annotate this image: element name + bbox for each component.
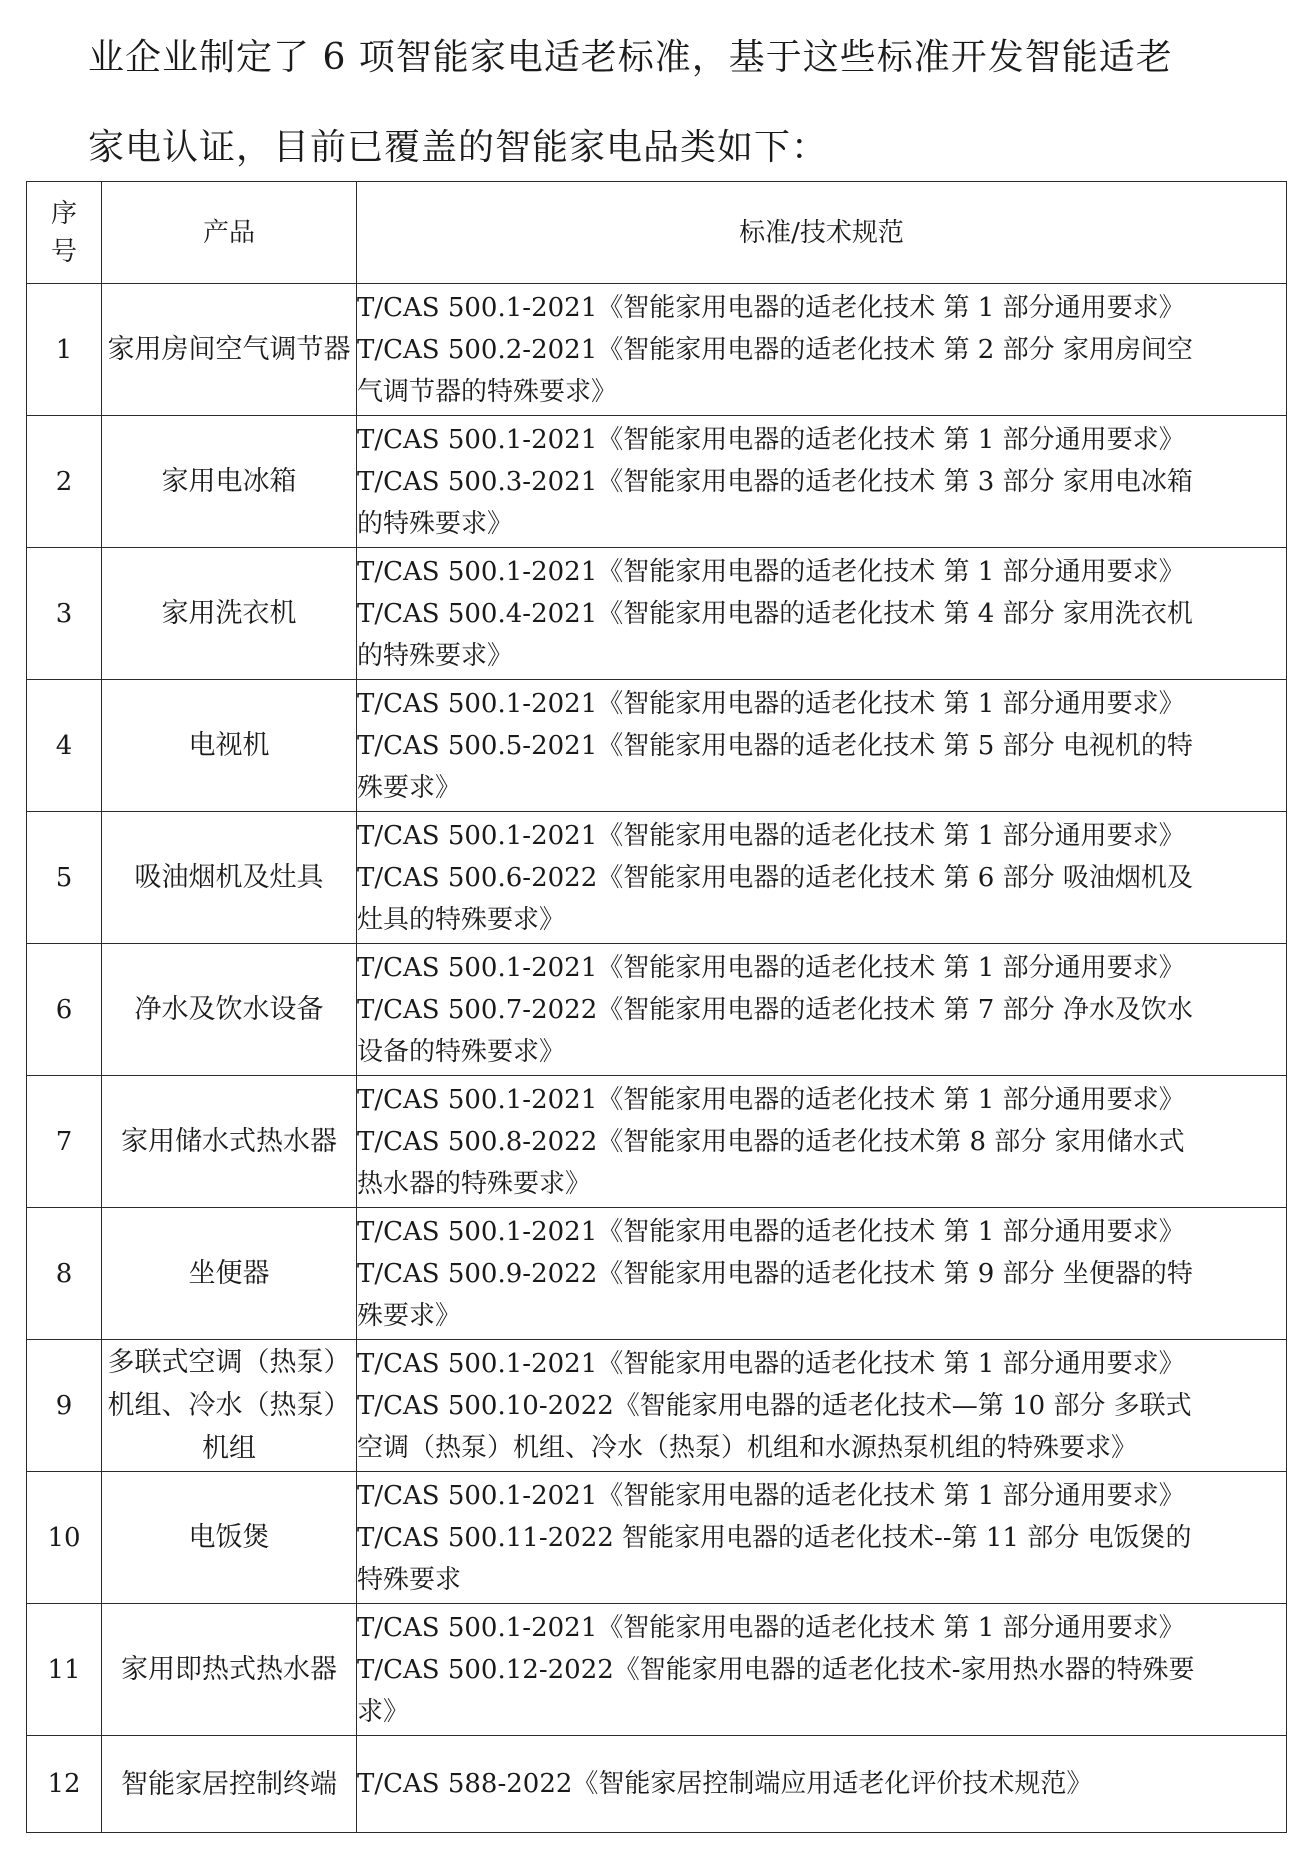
table-row xyxy=(27,812,1287,944)
row-product: 家用房间空气调节器 xyxy=(102,284,357,416)
table-row xyxy=(27,1076,1287,1208)
table-body xyxy=(27,284,1287,1833)
row-seq: 4 xyxy=(27,680,102,812)
row-seq: 2 xyxy=(27,416,102,548)
standards-table xyxy=(26,181,1287,1833)
intro-line-1: 业企业制定了 6 项智能家电适老标准，基于这些标准开发智能适老 xyxy=(88,37,1173,78)
row-standard: T/CAS 500.1-2021《智能家用电器的适老化技术 第 1 部分通用要求》 T/CAS 500.9-2022《智能家用电器的适老化技术 第 9 部分 坐便器的特 殊要求》 xyxy=(357,1208,1287,1340)
row-seq: 10 xyxy=(27,1472,102,1604)
row-seq: 6 xyxy=(27,944,102,1076)
row-standard: T/CAS 500.1-2021《智能家用电器的适老化技术 第 1 部分通用要求》 T/CAS 500.8-2022《智能家用电器的适老化技术第 8 部分 家用储水式 热水器的特殊要求》 xyxy=(357,1076,1287,1208)
table-row xyxy=(27,1472,1287,1604)
table-row xyxy=(27,680,1287,812)
row-standard: T/CAS 500.1-2021《智能家用电器的适老化技术 第 1 部分通用要求》 T/CAS 500.2-2021《智能家用电器的适老化技术 第 2 部分 家用房间空 气调节器的特殊要求》 xyxy=(357,284,1287,416)
row-product: 多联式空调（热泵）机组、冷水（热泵）机组 xyxy=(102,1340,357,1472)
row-product: 电视机 xyxy=(102,680,357,812)
table-row xyxy=(27,284,1287,416)
row-seq: 12 xyxy=(27,1736,102,1833)
row-product: 电饭煲 xyxy=(102,1472,357,1604)
header-standard: 标准/技术规范 xyxy=(357,182,1287,284)
row-standard: T/CAS 500.1-2021《智能家用电器的适老化技术 第 1 部分通用要求》 T/CAS 500.3-2021《智能家用电器的适老化技术 第 3 部分 家用电冰箱 的特殊要求》 xyxy=(357,416,1287,548)
row-standard: T/CAS 588-2022《智能家居控制端应用适老化评价技术规范》 xyxy=(357,1736,1287,1833)
row-product: 坐便器 xyxy=(102,1208,357,1340)
row-product: 净水及饮水设备 xyxy=(102,944,357,1076)
row-standard: T/CAS 500.1-2021《智能家用电器的适老化技术 第 1 部分通用要求》 T/CAS 500.11-2022 智能家用电器的适老化技术--第 11 部分 电饭煲的 特殊要求 xyxy=(357,1472,1287,1604)
table-row xyxy=(27,416,1287,548)
row-product: 智能家居控制终端 xyxy=(102,1736,357,1833)
row-seq: 8 xyxy=(27,1208,102,1340)
row-standard: T/CAS 500.1-2021《智能家用电器的适老化技术 第 1 部分通用要求》 T/CAS 500.7-2022《智能家用电器的适老化技术 第 7 部分 净水及饮水 设备的特殊要求》 xyxy=(357,944,1287,1076)
row-seq: 11 xyxy=(27,1604,102,1736)
row-seq: 5 xyxy=(27,812,102,944)
row-product: 家用即热式热水器 xyxy=(102,1604,357,1736)
row-product: 家用洗衣机 xyxy=(102,548,357,680)
row-seq: 3 xyxy=(27,548,102,680)
row-standard: T/CAS 500.1-2021《智能家用电器的适老化技术 第 1 部分通用要求》 T/CAS 500.6-2022《智能家用电器的适老化技术 第 6 部分 吸油烟机及 灶具的特殊要求》 xyxy=(357,812,1287,944)
row-seq: 7 xyxy=(27,1076,102,1208)
table-row xyxy=(27,1208,1287,1340)
table-row xyxy=(27,944,1287,1076)
header-product: 产品 xyxy=(102,182,357,284)
header-seq: 序 号 xyxy=(27,182,102,284)
row-seq: 9 xyxy=(27,1340,102,1472)
table-row xyxy=(27,1736,1287,1833)
row-standard: T/CAS 500.1-2021《智能家用电器的适老化技术 第 1 部分通用要求》 T/CAS 500.4-2021《智能家用电器的适老化技术 第 4 部分 家用洗衣机 的特殊要求》 xyxy=(357,548,1287,680)
row-product: 家用储水式热水器 xyxy=(102,1076,357,1208)
table-row xyxy=(27,1604,1287,1736)
row-seq: 1 xyxy=(27,284,102,416)
table-row xyxy=(27,1340,1287,1472)
row-product: 吸油烟机及灶具 xyxy=(102,812,357,944)
row-product: 家用电冰箱 xyxy=(102,416,357,548)
row-standard: T/CAS 500.1-2021《智能家用电器的适老化技术 第 1 部分通用要求》 T/CAS 500.10-2022《智能家用电器的适老化技术—第 10 部分 多联式 空调（热泵）机组、冷水（热泵）机组和水源热泵机组的特殊要求》 xyxy=(357,1340,1287,1472)
table-header-row xyxy=(27,182,1287,284)
table-row xyxy=(27,548,1287,680)
row-standard: T/CAS 500.1-2021《智能家用电器的适老化技术 第 1 部分通用要求》 T/CAS 500.12-2022《智能家用电器的适老化技术-家用热水器的特殊要 求》 xyxy=(357,1604,1287,1736)
intro-line-2: 家电认证，目前已覆盖的智能家电品类如下： xyxy=(88,127,829,168)
row-standard: T/CAS 500.1-2021《智能家用电器的适老化技术 第 1 部分通用要求》 T/CAS 500.5-2021《智能家用电器的适老化技术 第 5 部分 电视机的特 殊要求》 xyxy=(357,680,1287,812)
